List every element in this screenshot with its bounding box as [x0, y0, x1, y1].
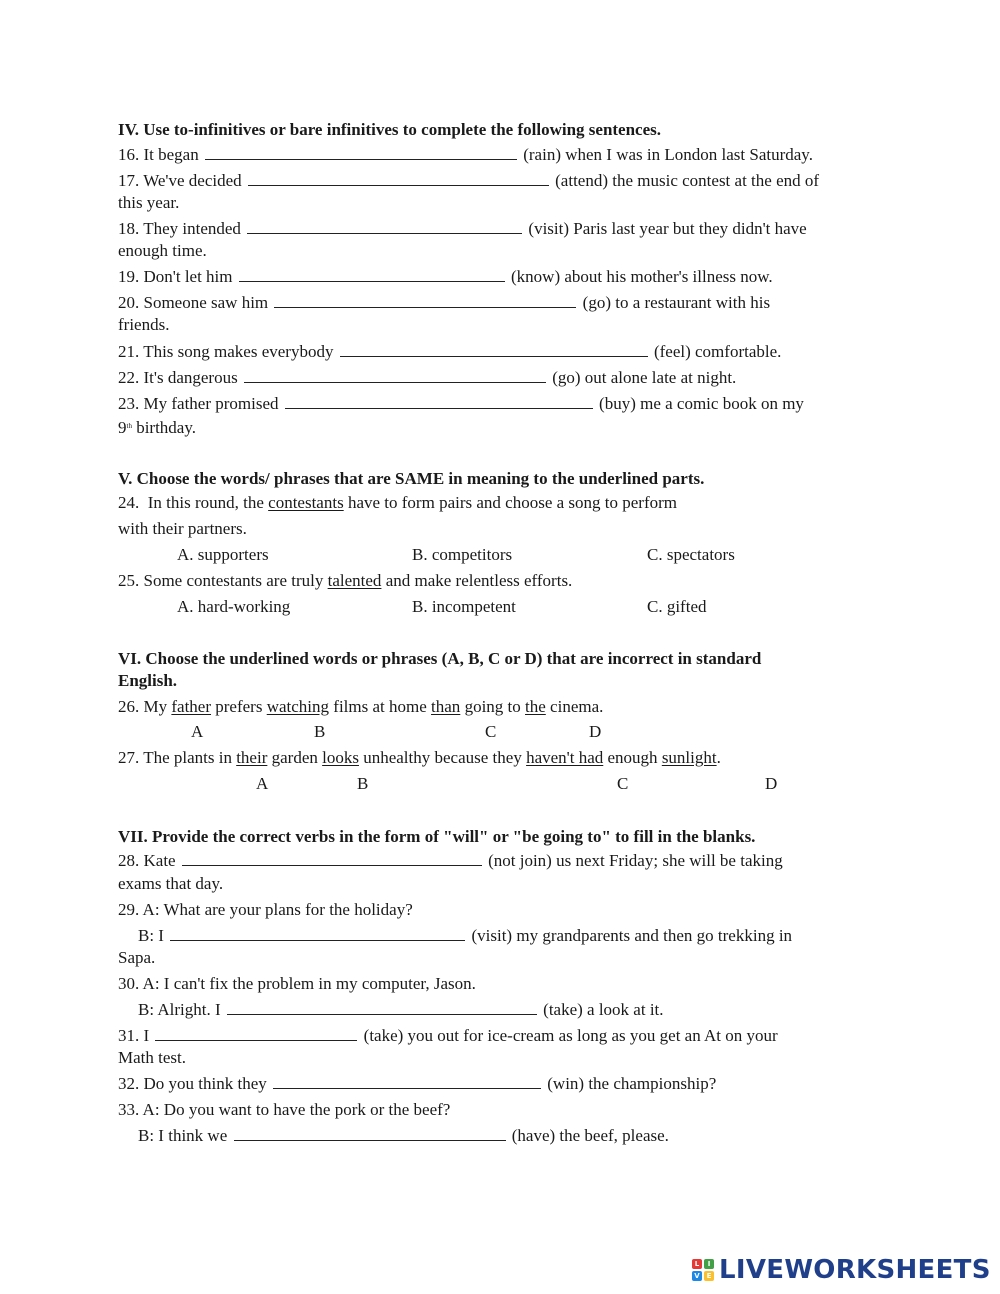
answer-blank-23[interactable] — [285, 393, 593, 409]
underlined-part-a: their — [236, 748, 268, 767]
question-21: 21. This song makes everybody (feel) comfortable. — [118, 342, 782, 361]
option-27-c[interactable]: C — [617, 774, 629, 793]
answer-blank-29[interactable] — [170, 925, 465, 941]
section-5-title: V. Choose the words/ phrases that are SAME in meaning to the underlined parts. — [118, 469, 705, 488]
question-30-answer: B: Alright. I (take) a look at it. — [138, 1000, 664, 1019]
answer-blank-22[interactable] — [244, 367, 546, 383]
option-24-c[interactable]: C. spectators — [647, 545, 735, 564]
answer-blank-32[interactable] — [273, 1073, 541, 1089]
option-26-d[interactable]: D — [589, 722, 602, 741]
question-31-cont: Math test. — [118, 1048, 186, 1067]
question-17: 17. We've decided (attend) the music contest at the end of — [118, 171, 820, 190]
option-24-a[interactable]: A. supporters — [177, 545, 269, 564]
logo-text: LIVEWORKSHEETS — [719, 1255, 991, 1285]
answer-blank-28[interactable] — [182, 850, 482, 866]
answer-blank-18[interactable] — [247, 218, 522, 234]
underlined-part-c: haven't had — [526, 748, 604, 767]
underlined-part-b: watching — [266, 697, 330, 716]
question-33: 33. A: Do you want to have the pork or the beef? — [118, 1100, 451, 1119]
question-19: 19. Don't let him (know) about his mother's illness now. — [118, 267, 773, 286]
section-6-title-cont: English. — [118, 671, 178, 690]
option-24-b[interactable]: B. competitors — [412, 545, 513, 564]
option-25-c[interactable]: C. gifted — [647, 597, 707, 616]
section-4-title: IV. Use to-infinitives or bare infinitives to complete the following sentences. — [118, 120, 662, 139]
option-25-a[interactable]: A. hard-working — [177, 597, 291, 616]
option-27-b[interactable]: B — [357, 774, 369, 793]
answer-blank-19[interactable] — [239, 266, 505, 282]
question-17-cont: this year. — [118, 193, 180, 212]
question-18-cont: enough time. — [118, 241, 207, 260]
answer-blank-31[interactable] — [155, 1025, 357, 1041]
question-26: 26. My father prefers watching films at home than going to the cinema. — [118, 697, 604, 716]
logo-block: L — [692, 1259, 702, 1269]
underlined-word: contestants — [268, 493, 344, 512]
option-27-d[interactable]: D — [765, 774, 778, 793]
section-6-title: VI. Choose the underlined words or phrases (A, B, C or D) that are incorrect in standard — [118, 649, 762, 668]
logo-block: V — [692, 1271, 702, 1281]
answer-blank-30[interactable] — [227, 999, 537, 1015]
option-26-b[interactable]: B — [314, 722, 326, 741]
answer-blank-33[interactable] — [234, 1125, 506, 1141]
answer-blank-20[interactable] — [274, 292, 576, 308]
question-18: 18. They intended (visit) Paris last year but they didn't have — [118, 219, 807, 238]
question-22: 22. It's dangerous (go) out alone late at night. — [118, 368, 737, 387]
logo-blocks-icon — [692, 1259, 714, 1281]
answer-blank-16[interactable] — [205, 144, 517, 160]
question-24: 24. In this round, the contestants have to form pairs and choose a song to perform — [118, 493, 677, 512]
question-16: 16. It began (rain) when I was in London last Saturday. — [118, 145, 813, 164]
question-23: 23. My father promised (buy) me a comic book on my — [118, 394, 804, 413]
question-28: 28. Kate (not join) us next Friday; she will be taking — [118, 851, 783, 870]
option-25-b[interactable]: B. incompetent — [412, 597, 516, 616]
option-26-a[interactable]: A — [191, 722, 204, 741]
underlined-word: talented — [327, 571, 382, 590]
liveworksheets-logo — [692, 1255, 991, 1285]
question-29-cont: Sapa. — [118, 948, 156, 967]
option-26-c[interactable]: C — [485, 722, 497, 741]
question-27: 27. The plants in their garden looks unhealthy because they haven't had enough sunlight. — [118, 748, 721, 767]
question-33-answer: B: I think we (have) the beef, please. — [138, 1126, 669, 1145]
question-30: 30. A: I can't fix the problem in my computer, Jason. — [118, 974, 476, 993]
question-29: 29. A: What are your plans for the holiday? — [118, 900, 413, 919]
question-31: 31. I (take) you out for ice-cream as long as you get an At on your — [118, 1026, 778, 1045]
underlined-part-a: father — [171, 697, 212, 716]
answer-blank-17[interactable] — [248, 170, 549, 186]
underlined-part-c: than — [431, 697, 461, 716]
question-23-cont: 9th birthday. — [118, 418, 197, 437]
question-25: 25. Some contestants are truly talented and make relentless efforts. — [118, 571, 573, 590]
underlined-part-b: looks — [322, 748, 359, 767]
question-32: 32. Do you think they (win) the championship? — [118, 1074, 717, 1093]
question-20-cont: friends. — [118, 315, 170, 334]
logo-block: I — [704, 1259, 714, 1269]
answer-blank-21[interactable] — [340, 341, 648, 357]
option-27-a[interactable]: A — [256, 774, 269, 793]
question-28-cont: exams that day. — [118, 874, 224, 893]
question-29-answer: B: I (visit) my grandparents and then go trekking in — [138, 926, 793, 945]
question-24-cont: with their partners. — [118, 519, 247, 538]
question-20: 20. Someone saw him (go) to a restaurant with his — [118, 293, 771, 312]
logo-block: E — [704, 1271, 714, 1281]
section-7-title: VII. Provide the correct verbs in the form of "will" or "be going to" to fill in the blanks. — [118, 827, 756, 846]
underlined-part-d: the — [525, 697, 546, 716]
underlined-part-d: sunlight — [661, 748, 717, 767]
